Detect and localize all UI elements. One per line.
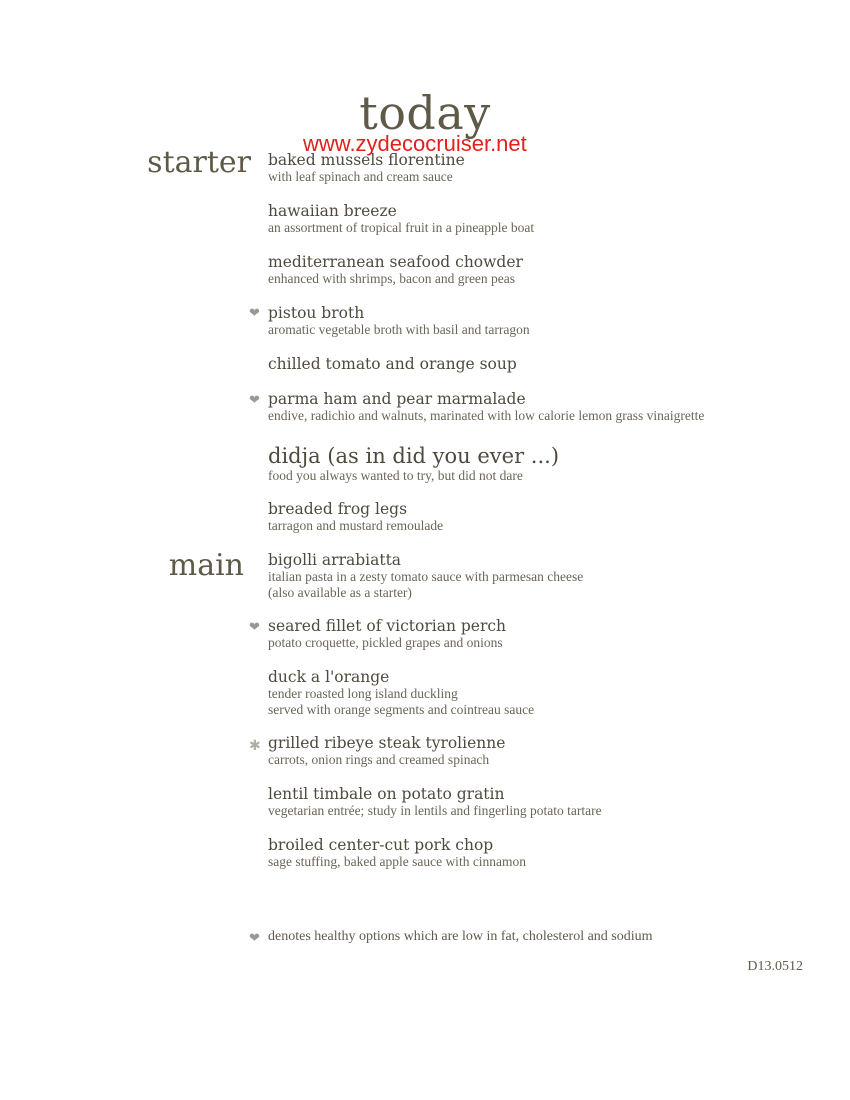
menu-item-desc: sage stuffing, baked apple sauce with cinnamon bbox=[268, 854, 527, 869]
menu-item-name: pistou broth bbox=[268, 304, 365, 322]
menu-item bbox=[268, 151, 828, 185]
menu-item-name: bigolli arrabiatta bbox=[268, 551, 402, 569]
menu-item bbox=[268, 202, 828, 236]
heart-icon: ❤ bbox=[249, 306, 260, 321]
footnote: denotes healthy options which are low in fat, cholesterol and sodium bbox=[268, 929, 653, 944]
menu-item-desc: enhanced with shrimps, bacon and green peas bbox=[268, 271, 516, 286]
menu-item bbox=[268, 304, 828, 338]
menu-item-desc: potato croquette, pickled grapes and onions bbox=[268, 635, 503, 650]
menu-item-name: parma ham and pear marmalade bbox=[268, 390, 526, 408]
menu-item bbox=[268, 617, 828, 651]
menu-item-desc: served with orange segments and cointreau sauce bbox=[268, 702, 535, 717]
menu-item-name: hawaiian breeze bbox=[268, 202, 397, 220]
menu-item-desc: aromatic vegetable broth with basil and tarragon bbox=[268, 322, 530, 337]
menu-item-desc: (also available as a starter) bbox=[268, 585, 412, 600]
menu-item-name: broiled center-cut pork chop bbox=[268, 836, 494, 854]
menu-item bbox=[268, 355, 828, 373]
menu-item bbox=[268, 500, 828, 534]
menu-item-desc: tarragon and mustard remoulade bbox=[268, 518, 444, 533]
heart-icon: ❤ bbox=[249, 931, 260, 946]
menu-item-desc: italian pasta in a zesty tomato sauce with parmesan cheese bbox=[268, 569, 584, 584]
menu-item-name: grilled ribeye steak tyrolienne bbox=[268, 734, 506, 752]
watermark: www.zydecocruiser.net bbox=[303, 131, 527, 156]
menu-item-name: chilled tomato and orange soup bbox=[268, 355, 517, 373]
menu-item-name: duck a l'orange bbox=[268, 668, 390, 686]
menu-item-name: didja (as in did you ever ...) bbox=[268, 444, 560, 468]
menu-item-desc: endive, radichio and walnuts, marinated with low calorie lemon grass vinaigrette bbox=[268, 408, 705, 423]
menu-item bbox=[268, 836, 828, 870]
menu-item-name: breaded frog legs bbox=[268, 500, 408, 518]
asterisk-icon: ✱ bbox=[249, 738, 261, 754]
heart-icon: ❤ bbox=[249, 393, 260, 408]
menu-item-name: baked mussels florentine bbox=[268, 151, 465, 169]
menu-item-desc: tender roasted long island duckling bbox=[268, 686, 458, 701]
menu-code: D13.0512 bbox=[747, 959, 803, 974]
menu-item-desc: food you always wanted to try, but did not dare bbox=[268, 468, 523, 483]
menu-item bbox=[268, 668, 828, 718]
menu-item-name: lentil timbale on potato gratin bbox=[268, 785, 505, 803]
menu-item-name: seared fillet of victorian perch bbox=[268, 617, 507, 635]
menu-item bbox=[268, 444, 828, 484]
page-title: today bbox=[359, 86, 491, 140]
heart-icon: ❤ bbox=[249, 620, 260, 635]
menu-item bbox=[268, 253, 828, 287]
menu-item bbox=[268, 785, 828, 819]
menu-item-name: mediterranean seafood chowder bbox=[268, 253, 523, 271]
menu-item bbox=[268, 734, 828, 768]
menu-item bbox=[268, 551, 828, 601]
menu-item-desc: with leaf spinach and cream sauce bbox=[268, 169, 453, 184]
section-starter: starter bbox=[147, 145, 251, 180]
menu-item-desc: an assortment of tropical fruit in a pineapple boat bbox=[268, 220, 535, 235]
section-main: main bbox=[168, 548, 244, 583]
menu-item-desc: carrots, onion rings and creamed spinach bbox=[268, 752, 490, 767]
menu-item-desc: vegetarian entrée; study in lentils and fingerling potato tartare bbox=[268, 803, 602, 818]
menu-item bbox=[268, 390, 828, 424]
